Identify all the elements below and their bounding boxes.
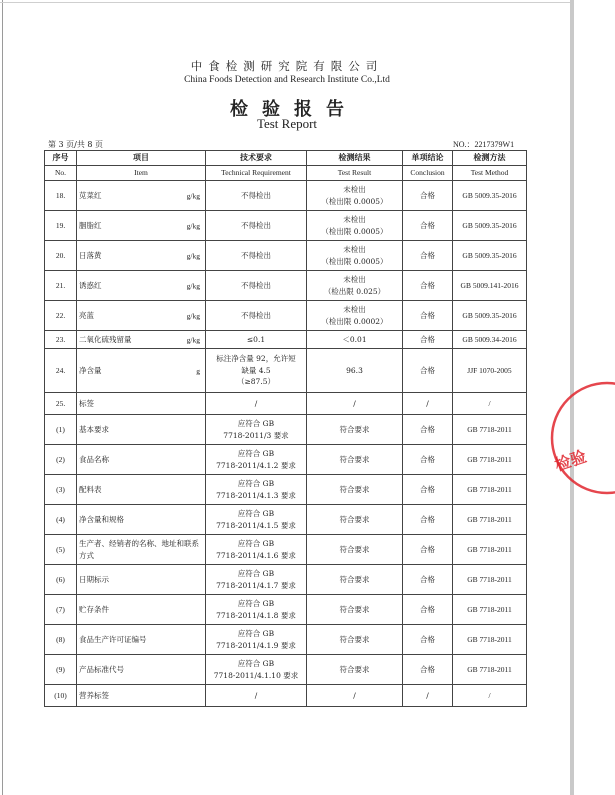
row-requirement xyxy=(206,655,307,685)
row-conclusion: 合格 xyxy=(403,301,453,331)
requirement-line: 应符合 GB xyxy=(237,479,275,488)
item-name: 胭脂红 xyxy=(79,220,102,230)
row-conclusion: 合格 xyxy=(403,415,453,445)
item-name: 日期标示 xyxy=(79,574,109,584)
row-method: GB 7718-2011 xyxy=(453,565,527,595)
page-frame-top xyxy=(0,2,574,3)
row-requirement xyxy=(206,271,307,301)
row-method: GB 5009.141-2016 xyxy=(453,271,527,301)
row-item xyxy=(77,445,206,475)
row-method: GB 7718-2011 xyxy=(453,505,527,535)
row-item xyxy=(77,535,206,565)
row-requirement xyxy=(206,393,307,415)
item-name: 净含量 xyxy=(79,365,102,375)
stamp-text: 检验 xyxy=(552,446,589,475)
row-number: (9) xyxy=(45,655,77,685)
row-item xyxy=(77,685,206,707)
requirement-line: 应符合 GB xyxy=(237,419,275,428)
row-item xyxy=(77,475,206,505)
result-line: （检出限 0.0002） xyxy=(321,316,388,326)
result-line: 符合要求 xyxy=(339,664,370,674)
row-conclusion: 合格 xyxy=(403,505,453,535)
item-name: 食品生产许可证编号 xyxy=(79,634,147,644)
result-line: 符合要求 xyxy=(339,574,370,584)
row-method: GB 7718-2011 xyxy=(453,415,527,445)
row-method: GB 7718-2011 xyxy=(453,625,527,655)
row-conclusion: 合格 xyxy=(403,445,453,475)
item-name: 生产者、经销者的名称、地址和联系方式 xyxy=(79,539,199,560)
result-line: （检出限 0.0005） xyxy=(321,226,388,236)
table-row xyxy=(45,241,527,271)
requirement-line: 应符合 GB xyxy=(237,509,275,518)
item-name: 净含量和规格 xyxy=(79,514,124,524)
result-line: 未检出 xyxy=(343,185,366,194)
requirement-line: 7718-2011/4.1.2 要求 xyxy=(216,460,296,470)
row-number: (7) xyxy=(45,595,77,625)
header-row-en xyxy=(45,166,527,181)
row-method: GB 5009.34-2016 xyxy=(453,331,527,349)
row-number: 21. xyxy=(45,271,77,301)
row-conclusion: 合格 xyxy=(403,655,453,685)
row-result xyxy=(307,241,403,271)
result-line: 符合要求 xyxy=(339,424,370,434)
table-row xyxy=(45,685,527,707)
row-method: GB 5009.35-2016 xyxy=(453,181,527,211)
row-number: (5) xyxy=(45,535,77,565)
requirement-line: / xyxy=(254,690,258,700)
row-item xyxy=(77,349,206,393)
row-method: GB 7718-2011 xyxy=(453,445,527,475)
row-result xyxy=(307,331,403,349)
row-result xyxy=(307,685,403,707)
requirement-line: （≥87.5） xyxy=(237,377,275,387)
item-name: 食品名称 xyxy=(79,454,109,464)
org-name-cn: 中食检测研究院有限公司 xyxy=(190,59,384,73)
row-conclusion: 合格 xyxy=(403,271,453,301)
item-name: 诱惑红 xyxy=(79,280,102,290)
col-header-no: 序号 xyxy=(45,151,77,166)
item-unit: g/kg xyxy=(186,310,200,320)
row-number: (10) xyxy=(45,685,77,707)
row-number: (6) xyxy=(45,565,77,595)
row-conclusion: 合格 xyxy=(403,625,453,655)
row-conclusion: 合格 xyxy=(403,211,453,241)
requirement-line: 7718-2011/3 要求 xyxy=(223,430,289,440)
table-row xyxy=(45,535,527,565)
col-header-requirement-en: Technical Requirement xyxy=(206,166,307,181)
row-number: 25. xyxy=(45,393,77,415)
table-row xyxy=(45,655,527,685)
result-line: 96.3 xyxy=(346,365,363,375)
row-result xyxy=(307,535,403,565)
requirement-line: 应符合 GB xyxy=(237,629,275,638)
row-requirement xyxy=(206,211,307,241)
requirement-line: 不得检出 xyxy=(241,220,271,230)
item-name: 亮蓝 xyxy=(79,310,94,320)
requirement-line: 7718-2011/4.1.6 要求 xyxy=(216,550,296,560)
col-header-method: 检测方法 xyxy=(453,151,527,166)
requirement-line: / xyxy=(254,398,258,408)
row-number: 23. xyxy=(45,331,77,349)
row-method: GB 7718-2011 xyxy=(453,595,527,625)
row-number: (1) xyxy=(45,415,77,445)
row-method: / xyxy=(453,685,527,707)
result-line: ＜0.01 xyxy=(342,334,367,344)
row-item xyxy=(77,565,206,595)
row-conclusion: 合格 xyxy=(403,595,453,625)
table-row xyxy=(45,393,527,415)
item-name: 产品标准代号 xyxy=(79,664,124,674)
row-requirement xyxy=(206,625,307,655)
row-conclusion: 合格 xyxy=(403,535,453,565)
requirement-line: 7718-2011/4.1.7 要求 xyxy=(216,580,296,590)
row-conclusion: 合格 xyxy=(403,565,453,595)
row-method: GB 7718-2011 xyxy=(453,475,527,505)
result-line: （检出限 0.025） xyxy=(323,286,386,296)
col-header-method-en: Test Method xyxy=(453,166,527,181)
requirement-line: 应符合 GB xyxy=(237,449,275,458)
result-line: 未检出 xyxy=(343,215,366,224)
row-item xyxy=(77,331,206,349)
row-conclusion: 合格 xyxy=(403,331,453,349)
row-conclusion: 合格 xyxy=(403,475,453,505)
row-result xyxy=(307,271,403,301)
requirement-line: 应符合 GB xyxy=(237,599,275,608)
row-requirement xyxy=(206,595,307,625)
row-item xyxy=(77,415,206,445)
row-item xyxy=(77,271,206,301)
report-title-cn: 检验报告 xyxy=(230,99,358,120)
requirement-line: 应符合 GB xyxy=(237,659,275,668)
row-requirement xyxy=(206,181,307,211)
table-row xyxy=(45,181,527,211)
requirement-line: 7718-2011/4.1.3 要求 xyxy=(216,490,296,500)
result-line: 符合要求 xyxy=(339,484,370,494)
table-row xyxy=(45,301,527,331)
row-item xyxy=(77,595,206,625)
row-result xyxy=(307,445,403,475)
table-row xyxy=(45,505,527,535)
item-name: 苋菜红 xyxy=(79,190,102,200)
page-indicator: 第 3 页/共 8 页 xyxy=(48,140,104,149)
item-name: 营养标签 xyxy=(79,690,109,700)
requirement-line: 不得检出 xyxy=(241,190,271,200)
table-row xyxy=(45,271,527,301)
result-line: 符合要求 xyxy=(339,454,370,464)
row-number: (2) xyxy=(45,445,77,475)
report-number: NO.：2217379W1 xyxy=(453,140,515,149)
row-item xyxy=(77,625,206,655)
row-conclusion: 合格 xyxy=(403,349,453,393)
test-results-table xyxy=(44,150,527,707)
requirement-line: 不得检出 xyxy=(241,280,271,290)
row-method: GB 7718-2011 xyxy=(453,655,527,685)
col-header-item-en: Item xyxy=(77,166,206,181)
requirement-line: 标注净含量 92，允许短 xyxy=(216,354,296,364)
row-item xyxy=(77,505,206,535)
requirement-line: 应符合 GB xyxy=(237,539,275,548)
row-result xyxy=(307,505,403,535)
table-row xyxy=(45,625,527,655)
row-conclusion: 合格 xyxy=(403,181,453,211)
requirement-line: 7718-2011/4.1.10 要求 xyxy=(213,670,299,680)
result-line: 符合要求 xyxy=(339,604,370,614)
org-name-en: China Foods Detection and Research Institute Co.,Ltd xyxy=(184,75,390,85)
item-name: 日落黄 xyxy=(79,250,102,260)
item-name: 基本要求 xyxy=(79,424,109,434)
row-conclusion: / xyxy=(403,393,453,415)
row-result xyxy=(307,301,403,331)
requirement-line: 7718-2011/4.1.5 要求 xyxy=(216,520,296,530)
row-result xyxy=(307,393,403,415)
row-result xyxy=(307,475,403,505)
result-line: （检出限 0.0005） xyxy=(321,196,388,206)
row-requirement xyxy=(206,415,307,445)
result-line: 未检出 xyxy=(343,305,366,314)
table-row xyxy=(45,211,527,241)
row-method: GB 7718-2011 xyxy=(453,535,527,565)
row-requirement xyxy=(206,241,307,271)
col-header-result: 检测结果 xyxy=(307,151,403,166)
item-unit: g/kg xyxy=(186,190,200,200)
table-row xyxy=(45,475,527,505)
result-line: 符合要求 xyxy=(339,544,370,554)
row-requirement xyxy=(206,505,307,535)
row-number: 20. xyxy=(45,241,77,271)
table-row xyxy=(45,595,527,625)
item-unit: g/kg xyxy=(186,250,200,260)
requirement-line: 不得检出 xyxy=(241,250,271,260)
row-method: GB 5009.35-2016 xyxy=(453,301,527,331)
row-result xyxy=(307,625,403,655)
row-method: GB 5009.35-2016 xyxy=(453,211,527,241)
table-row xyxy=(45,415,527,445)
row-requirement xyxy=(206,475,307,505)
row-item xyxy=(77,241,206,271)
requirement-line: 缺量 4.5 xyxy=(241,365,271,375)
requirement-line: 7718-2011/4.1.9 要求 xyxy=(216,640,296,650)
requirement-line: 不得检出 xyxy=(241,310,271,320)
row-item xyxy=(77,655,206,685)
row-item xyxy=(77,393,206,415)
result-line: 符合要求 xyxy=(339,514,370,524)
row-number: 19. xyxy=(45,211,77,241)
row-requirement xyxy=(206,301,307,331)
inspection-stamp xyxy=(545,378,615,498)
table-row xyxy=(45,331,527,349)
result-line: 未检出 xyxy=(343,245,366,254)
item-unit: g/kg xyxy=(186,280,200,290)
row-method: JJF 1070-2005 xyxy=(453,349,527,393)
row-item xyxy=(77,181,206,211)
report-title-en: Test Report xyxy=(256,116,318,131)
item-unit: g xyxy=(196,365,200,375)
row-requirement xyxy=(206,331,307,349)
row-result xyxy=(307,415,403,445)
row-number: (4) xyxy=(45,505,77,535)
col-header-requirement: 技术要求 xyxy=(206,151,307,166)
table-row xyxy=(45,565,527,595)
row-result xyxy=(307,565,403,595)
item-name: 配料表 xyxy=(79,484,102,494)
row-requirement xyxy=(206,349,307,393)
row-requirement xyxy=(206,445,307,475)
result-line: / xyxy=(353,690,356,700)
row-requirement xyxy=(206,535,307,565)
row-result xyxy=(307,181,403,211)
item-name: 贮存条件 xyxy=(79,604,109,614)
row-conclusion: 合格 xyxy=(403,241,453,271)
row-number: (3) xyxy=(45,475,77,505)
requirement-line: ≤0.1 xyxy=(246,334,266,344)
col-header-conclusion-en: Conclusion xyxy=(403,166,453,181)
result-line: 未检出 xyxy=(343,275,366,284)
requirement-line: 7718-2011/4.1.8 要求 xyxy=(216,610,296,620)
col-header-conclusion: 单项结论 xyxy=(403,151,453,166)
row-result xyxy=(307,349,403,393)
row-number: 18. xyxy=(45,181,77,211)
row-number: 22. xyxy=(45,301,77,331)
row-method: / xyxy=(453,393,527,415)
table-row xyxy=(45,445,527,475)
row-item xyxy=(77,211,206,241)
result-line: / xyxy=(353,398,356,408)
requirement-line: 应符合 GB xyxy=(237,569,275,578)
row-result xyxy=(307,595,403,625)
item-unit: g/kg xyxy=(186,220,200,230)
item-unit: g/kg xyxy=(186,334,200,344)
row-result xyxy=(307,655,403,685)
row-requirement xyxy=(206,685,307,707)
table-row xyxy=(45,349,527,393)
col-header-no-en: No. xyxy=(45,166,77,181)
col-header-item: 项目 xyxy=(77,151,206,166)
header-row-cn xyxy=(45,151,527,166)
result-line: 符合要求 xyxy=(339,634,370,644)
item-name: 二氧化硫残留量 xyxy=(79,334,132,344)
item-name: 标签 xyxy=(79,398,94,408)
row-requirement xyxy=(206,565,307,595)
result-line: （检出限 0.0005） xyxy=(321,256,388,266)
row-number: (8) xyxy=(45,625,77,655)
row-number: 24. xyxy=(45,349,77,393)
row-item xyxy=(77,301,206,331)
col-header-result-en: Test Result xyxy=(307,166,403,181)
row-conclusion: / xyxy=(403,685,453,707)
row-method: GB 5009.35-2016 xyxy=(453,241,527,271)
row-result xyxy=(307,211,403,241)
